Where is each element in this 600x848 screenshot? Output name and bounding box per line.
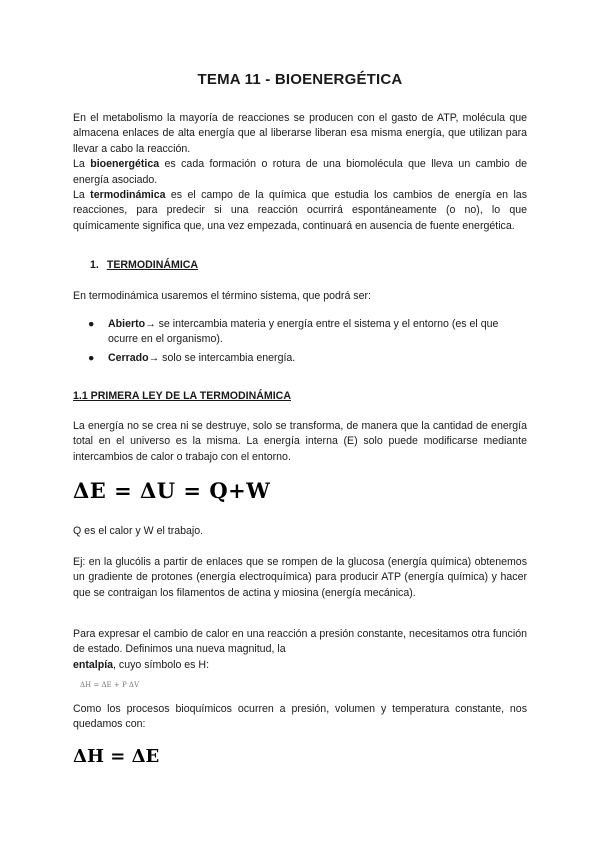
glycolysis-example: Ej: en la glucólis a partir de enlaces que se rompen de la glucosa (energía química) obtenemos un gradiente de protones (energía electroquímica) para producir ATP (energía química) y hacer que se contraigan los filamentos de actina y miosina (energía mecánica). (73, 556, 527, 599)
intro-p2: La bioenergética es cada formación o rotura de una biomolécula que lleva un cambio de energía asociado. (73, 158, 527, 186)
formula-enthalpy: ΔH = ΔE + P ΔV (80, 681, 140, 689)
bullet-icon: ● (88, 318, 95, 330)
first-law-paragraph: La energía no se crea ni se destruye, solo se transforma, de manera que la cantidad de energía total en el universo es la misma. La energía interna (E) solo puede modificarse mediante intercambios de calor o trabajo con el entorno. (73, 420, 527, 463)
heat-work-note: Q es el calor y W el trabajo. (73, 525, 204, 537)
document-title: TEMA 11 - BIOENERGÉTICA (197, 71, 403, 88)
list-item: ● Cerrado→ solo se intercambia energía. (73, 351, 527, 366)
formula-energy: ΔE = ΔU = Q+W (73, 478, 271, 503)
term-termodinamica: termodinámica (90, 189, 166, 202)
term-entalpia: entalpía (73, 658, 114, 671)
intro-p1: En el metabolismo la mayoría de reacciones se producen con el gasto de ATP, molécula que almacena enlaces de alta energía que al liberarse liberan esa misma energía, que utilizan para llevar a cabo la reacción. (73, 112, 527, 155)
intro-p3: La termodinámica es el campo de la química que estudia los cambios de energía en las reacciones, para predecir si una reacción ocurrirá espontáneamente (o no), lo que químicamente significa que, una vez empezada, continuará en ausencia de fuente energética. (73, 189, 527, 232)
intro-paragraph (73, 111, 527, 234)
section-1-number: 1. (90, 259, 99, 271)
section-1-1-heading: 1.1 PRIMERA LEY DE LA TERMODINÁMICA (73, 390, 291, 402)
list-item: ● Abierto→ se intercambia materia y energía entre el sistema y el entorno (es el que ocurre en el organismo). (88, 318, 499, 346)
enthalpy-paragraph: Para expresar el cambio de calor en una reacción a presión constante, necesitamos otra función de estado. Definimos una nueva magnitud, la entalpía, cuyo símbolo es H: (73, 628, 527, 671)
bullet-icon: ● (88, 351, 95, 364)
system-types-list (73, 317, 527, 369)
section-1-intro: En termodinámica usaremos el término sistema, que podrá ser: (73, 290, 371, 302)
biochem-conditions-paragraph: Como los procesos bioquímicos ocurren a presión, volumen y temperatura constante, nos quedamos con: (73, 703, 527, 731)
section-1-heading (90, 259, 198, 271)
term-bioenergetica: bioenergética (90, 158, 160, 171)
formula-enthalpy-simplified: ΔH = ΔE (73, 746, 160, 767)
section-1-title: TERMODINÁMICA (106, 259, 199, 271)
